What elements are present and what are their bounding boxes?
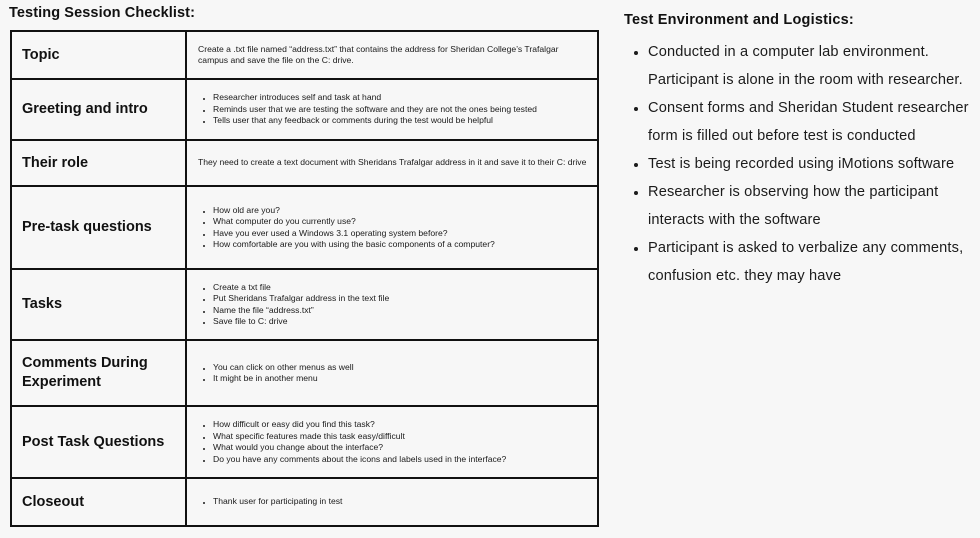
row-content-post-task <box>186 406 598 478</box>
list-item: • Do you have any comments about the icons and labels used in the interface? <box>213 454 589 466</box>
list-item: • Researcher introduces self and task at hand <box>213 92 589 104</box>
list-item: • Thank user for participating in test <box>213 496 589 508</box>
table-row <box>11 31 598 79</box>
list-item: • Have you ever used a Windows 3.1 operating system before? <box>213 228 589 240</box>
row-label-their-role: Their role <box>11 140 186 186</box>
list-item: • Participant is asked to verbalize any comments, confusion etc. they may have <box>648 234 980 290</box>
row-label-comments: Comments During Experiment <box>11 340 186 406</box>
list-item: • Tells user that any feedback or comments during the test would be helpful <box>213 115 589 127</box>
row-content-closeout <box>186 478 598 526</box>
table-row <box>11 269 598 340</box>
row-content-tasks <box>186 269 598 340</box>
table-row <box>11 186 598 269</box>
list-item: • You can click on other menus as well <box>213 362 589 374</box>
list-item: • Put Sheridans Trafalgar address in the text file <box>213 293 589 305</box>
list-item: • It might be in another menu <box>213 373 589 385</box>
row-label-topic: Topic <box>11 31 186 79</box>
row-content-comments <box>186 340 598 406</box>
list-item: • What would you change about the interface? <box>213 442 589 454</box>
list-item: • How comfortable are you with using the basic components of a computer? <box>213 239 589 251</box>
list-item: • What computer do you currently use? <box>213 216 589 228</box>
list-item: • Conducted in a computer lab environment. Participant is alone in the room with researcher. <box>648 38 980 94</box>
table-row <box>11 79 598 140</box>
list-item: • Reminds user that we are testing the software and they are not the ones being tested <box>213 104 589 116</box>
row-content-topic: Create a .txt file named “address.txt” that contains the address for Sheridan College’s Trafalgar campus and save the file on the C: drive. <box>186 31 598 79</box>
checklist-title: Testing Session Checklist: <box>9 5 196 21</box>
table-row <box>11 140 598 186</box>
row-content-greeting <box>186 79 598 140</box>
row-content-pre-task <box>186 186 598 269</box>
list-item: • Researcher is observing how the participant interacts with the software <box>648 178 980 234</box>
list-item: • Save file to C: drive <box>213 316 589 328</box>
row-label-post-task: Post Task Questions <box>11 406 186 478</box>
list-item: • Consent forms and Sheridan Student researcher form is filled out before test is conducted <box>648 94 980 150</box>
bullet-list <box>198 419 589 465</box>
environment-title: Test Environment and Logistics: <box>624 12 854 28</box>
table-row <box>11 340 598 406</box>
bullet-list <box>198 205 589 251</box>
environment-list <box>626 38 980 290</box>
row-label-closeout: Closeout <box>11 478 186 526</box>
bullet-list <box>198 496 589 508</box>
list-item: • Name the file “address.txt” <box>213 305 589 317</box>
list-item: • Test is being recorded using iMotions software <box>648 150 980 178</box>
row-label-pre-task: Pre-task questions <box>11 186 186 269</box>
list-item: • What specific features made this task easy/difficult <box>213 431 589 443</box>
row-label-greeting: Greeting and intro <box>11 79 186 140</box>
list-item: • How old are you? <box>213 205 589 217</box>
bullet-list <box>198 282 589 328</box>
table-row <box>11 478 598 526</box>
checklist-table <box>10 30 599 527</box>
bullet-list <box>198 92 589 127</box>
row-label-tasks: Tasks <box>11 269 186 340</box>
list-item: • Create a txt file <box>213 282 589 294</box>
list-item: • How difficult or easy did you find this task? <box>213 419 589 431</box>
table-row <box>11 406 598 478</box>
row-content-their-role: They need to create a text document with Sheridans Trafalgar address in it and save it to their C: drive <box>186 140 598 186</box>
bullet-list <box>198 362 589 385</box>
